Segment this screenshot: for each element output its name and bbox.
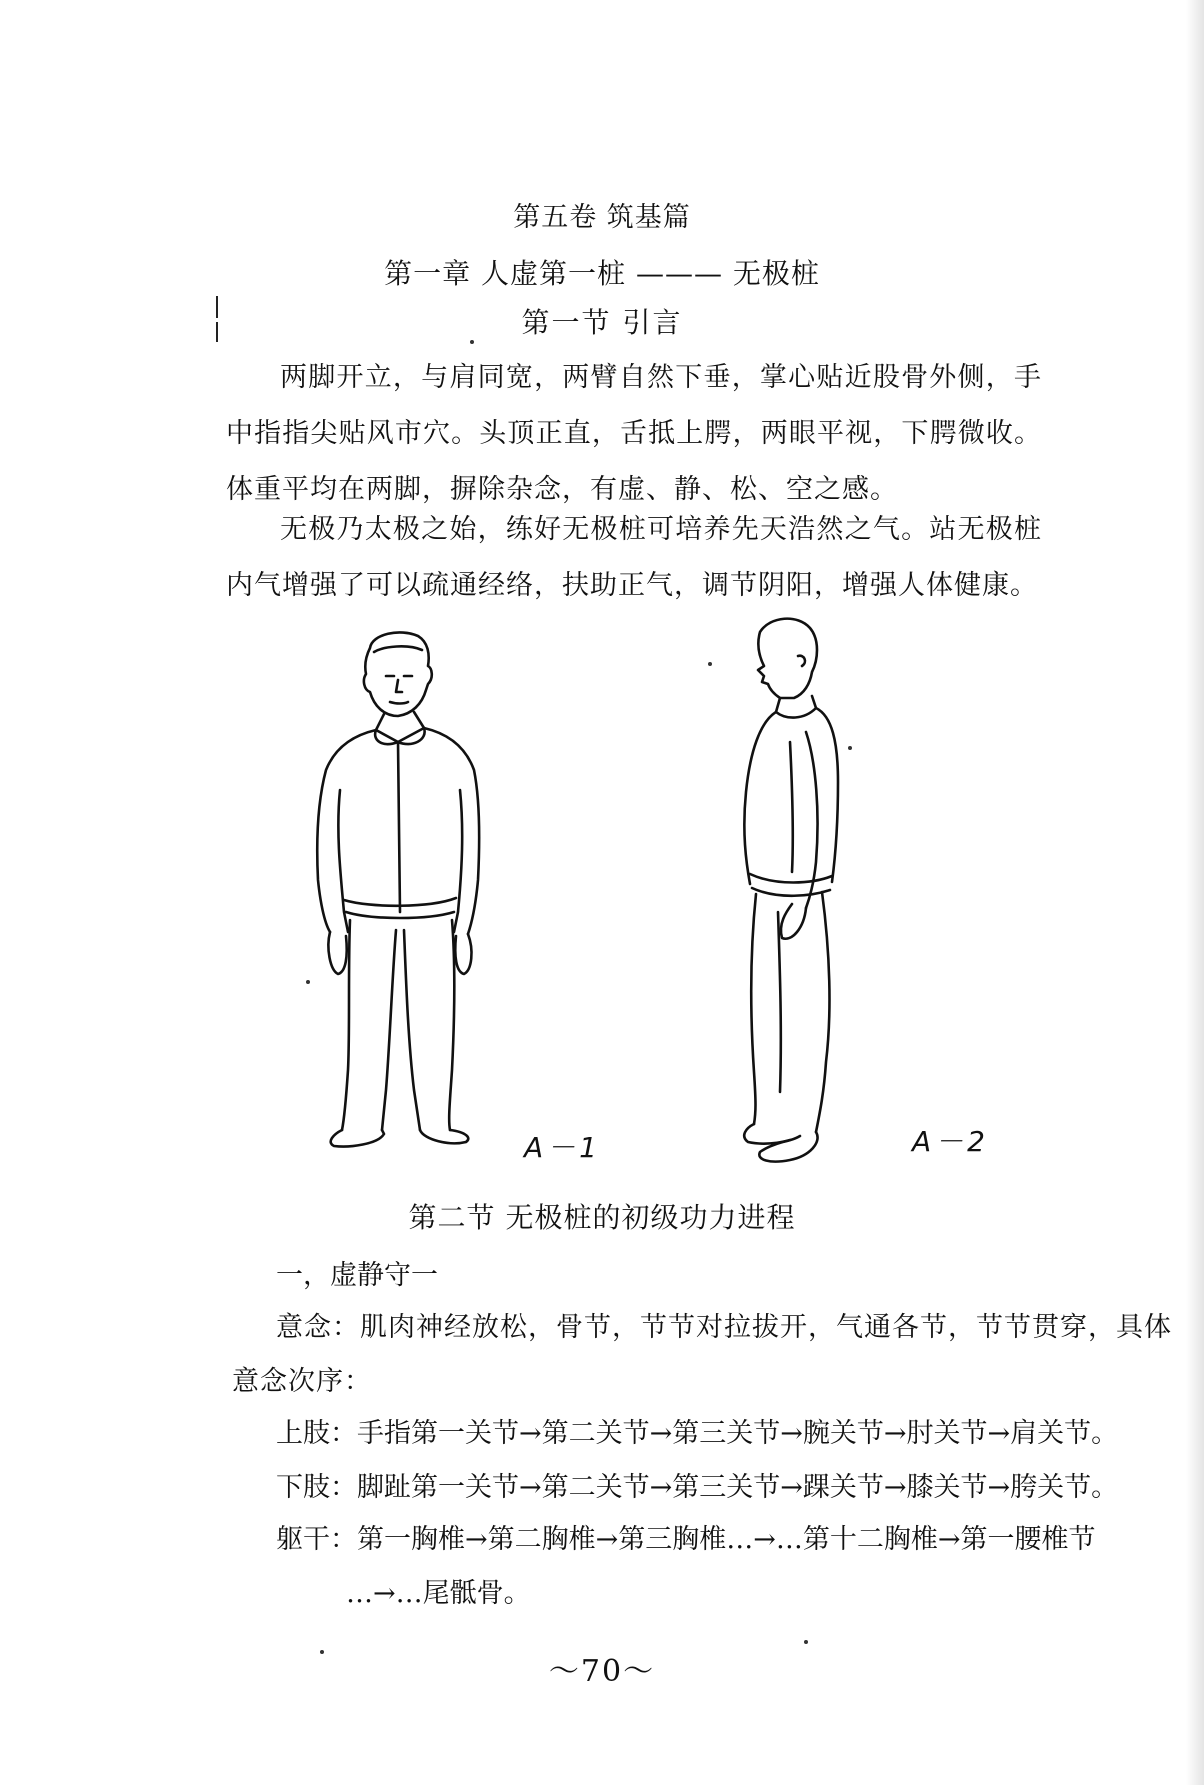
chapter-title: 第一章 人虚第一桩 ——— 无极桩 <box>384 257 820 290</box>
paragraph-stance-description: 两脚开立，与肩同宽，两臂自然下垂，掌心贴近股骨外侧，手中指指尖贴风市穴。头顶正直，舌抵上腭，两眼平视，下腭微收。体重平均在两脚，摒除杂念，有虚、静、松、空之感。 <box>226 362 1042 505</box>
sequence-torso-continued: …→…尾骶骨。 <box>346 1578 531 1609</box>
figure-side-view <box>720 612 860 1172</box>
scan-speck <box>804 1640 808 1644</box>
sequence-torso: 躯干：第一胸椎→第二胸椎→第三胸椎…→…第十二胸椎→第一腰椎节 <box>276 1524 1096 1555</box>
figure-label-a2: A－2 <box>912 1125 989 1158</box>
section2-title: 第二节 无极桩的初级功力进程 <box>408 1201 796 1234</box>
scan-speck <box>306 980 310 984</box>
subsection-heading: 一，虚静守一 <box>276 1260 438 1291</box>
page-number: ～70～ <box>548 1654 656 1689</box>
scan-speck <box>470 340 474 344</box>
sequence-upper-limbs: 上肢：手指第一关节→第二关节→第三关节→腕关节→肘关节→肩关节。 <box>276 1418 1119 1449</box>
section1-title: 第一节 引言 <box>521 306 683 339</box>
paragraph-stance-benefits: 无极乃太极之始，练好无极桩可培养先天浩然之气。站无极桩内气增强了可以疏通经络，扶助正气，调节阴阳，增强人体健康。 <box>226 514 1042 601</box>
volume-title: 第五卷 筑基篇 <box>513 202 691 233</box>
sequence-lower-limbs: 下肢：脚趾第一关节→第二关节→第三关节→踝关节→膝关节→胯关节。 <box>276 1472 1119 1503</box>
figure-label-a1: A－1 <box>524 1131 601 1164</box>
scan-speck <box>708 662 712 666</box>
scan-speck <box>848 746 852 750</box>
idea-text-line: 意念：肌肉神经放松，骨节，节节对拉拔开，气通各节，节节贯穿，具体 <box>276 1312 1172 1343</box>
scan-speck <box>320 1650 324 1654</box>
idea-text-line: 意念次序： <box>232 1366 372 1397</box>
figure-front-view <box>300 630 500 1150</box>
